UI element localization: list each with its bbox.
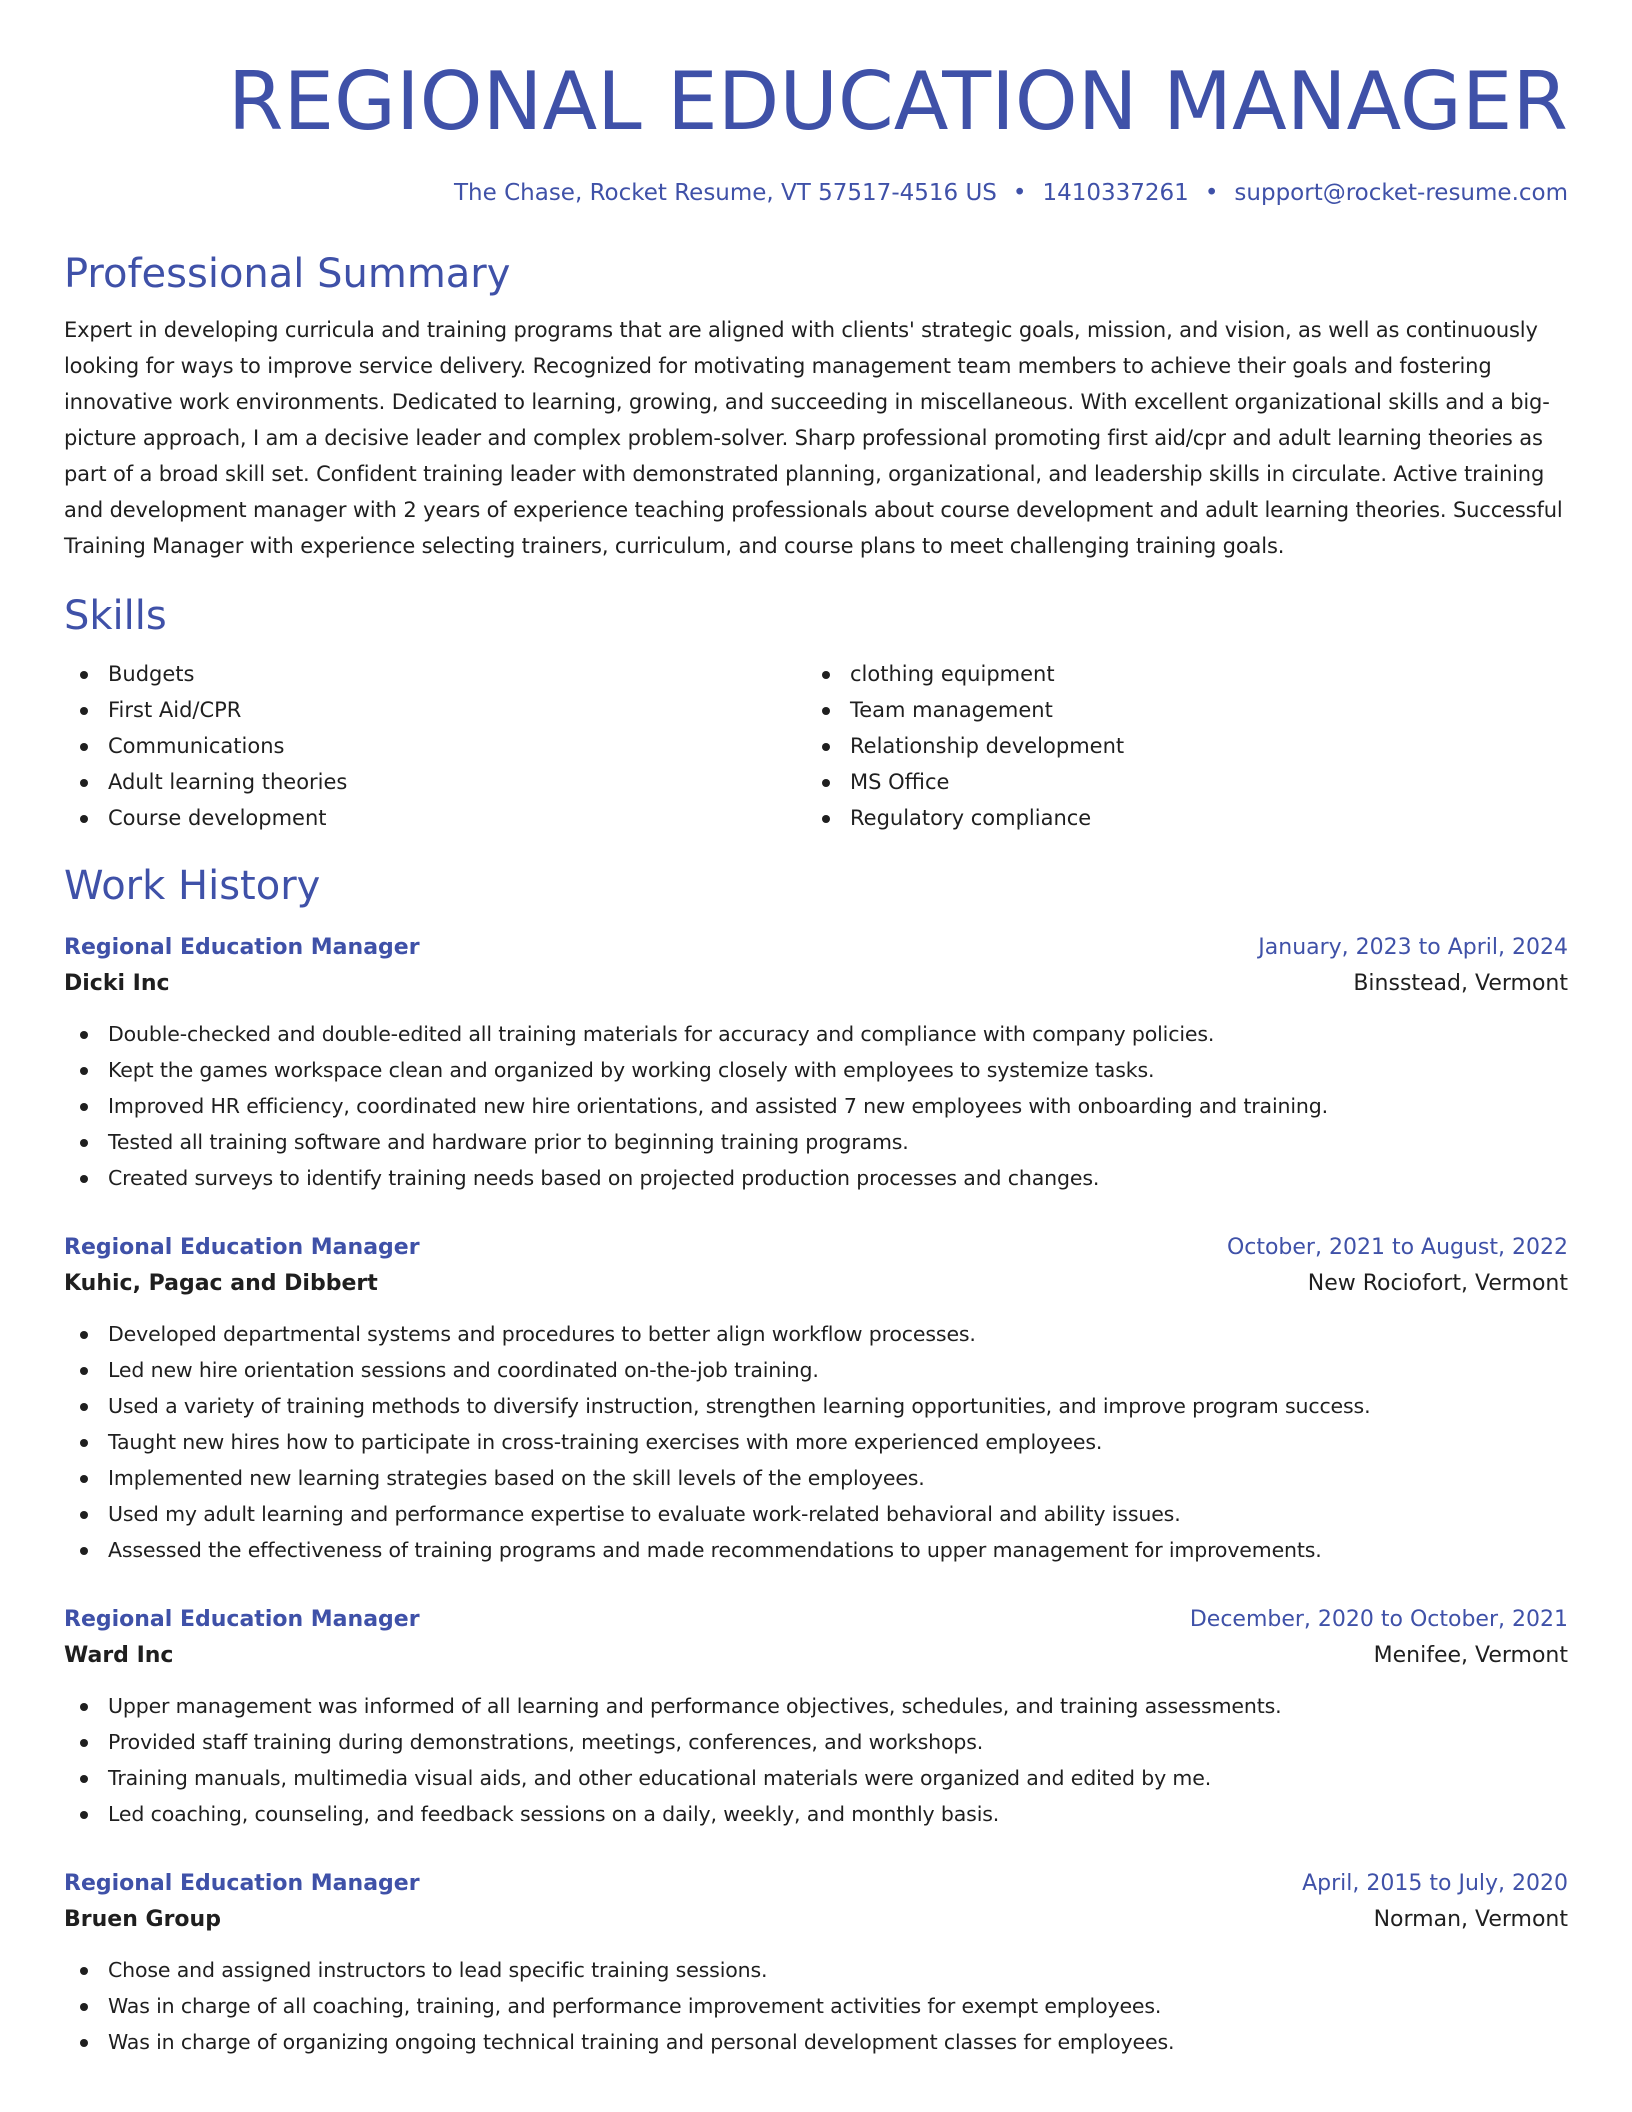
job-dates: January, 2023 to April, 2024 xyxy=(1258,935,1568,960)
job-subheader xyxy=(64,1902,1568,1938)
job-title: Regional Education Manager xyxy=(64,1607,420,1632)
skills-column-left xyxy=(64,656,806,836)
skill-item: Budgets xyxy=(64,656,806,692)
job-subheader xyxy=(64,966,1568,1002)
job-bullet: Used a variety of training methods to diversify instruction, strengthen learning opportunities, and improve program success. xyxy=(64,1388,1568,1424)
contact-address: The Chase, Rocket Resume, VT 57517-4516 US xyxy=(454,180,997,206)
job-company: Ward Inc xyxy=(64,1643,174,1668)
job-dates: April, 2015 to July, 2020 xyxy=(1302,1871,1568,1896)
contact-separator: • xyxy=(1012,180,1027,206)
job-entry xyxy=(64,1866,1568,2060)
job-bullet: Double-checked and double-edited all training materials for accuracy and compliance with company policies. xyxy=(64,1016,1568,1052)
job-bullet: Training manuals, multimedia visual aids, and other educational materials were organized and edited by me. xyxy=(64,1760,1568,1796)
skill-item: Course development xyxy=(64,800,806,836)
resume-page xyxy=(64,0,1568,2060)
job-dates: December, 2020 to October, 2021 xyxy=(1189,1607,1568,1632)
job-header xyxy=(64,930,1568,966)
job-subheader xyxy=(64,1266,1568,1302)
job-entry xyxy=(64,1602,1568,1832)
job-bullet: Provided staff training during demonstrations, meetings, conferences, and workshops. xyxy=(64,1724,1568,1760)
job-dates: October, 2021 to August, 2022 xyxy=(1226,1235,1568,1260)
job-bullet: Implemented new learning strategies based on the skill levels of the employees. xyxy=(64,1460,1568,1496)
job-bullet: Used my adult learning and performance expertise to evaluate work-related behavioral and ability issues. xyxy=(64,1496,1568,1532)
job-location: New Rociofort, Vermont xyxy=(1307,1271,1568,1296)
skills-list xyxy=(64,656,1568,836)
contact-line xyxy=(64,178,1568,208)
job-title: Regional Education Manager xyxy=(64,1871,420,1896)
job-bullet: Led new hire orientation sessions and coordinated on-the-job training. xyxy=(64,1352,1568,1388)
skill-item: First Aid/CPR xyxy=(64,692,806,728)
job-location: Norman, Vermont xyxy=(1373,1907,1568,1932)
job-bullet: Kept the games workspace clean and organized by working closely with employees to systemize tasks. xyxy=(64,1052,1568,1088)
job-location: Menifee, Vermont xyxy=(1373,1643,1568,1668)
page-title: REGIONAL EDUCATION MANAGER xyxy=(227,55,1568,148)
job-bullets xyxy=(64,1316,1568,1568)
job-bullet: Assessed the effectiveness of training programs and made recommendations to upper management for improvements. xyxy=(64,1532,1568,1568)
job-location: Binsstead, Vermont xyxy=(1353,971,1568,996)
job-bullet: Chose and assigned instructors to lead specific training sessions. xyxy=(64,1952,1568,1988)
contact-phone[interactable]: 1410337261 xyxy=(1042,180,1189,206)
job-bullet: Created surveys to identify training needs based on projected production processes and changes. xyxy=(64,1160,1568,1196)
skill-item: MS Office xyxy=(806,764,1548,800)
skills-heading: Skills xyxy=(64,593,167,639)
job-title: Regional Education Manager xyxy=(64,935,420,960)
job-bullet: Taught new hires how to participate in cross-training exercises with more experienced employees. xyxy=(64,1424,1568,1460)
skill-item: clothing equipment xyxy=(806,656,1548,692)
skill-item: Regulatory compliance xyxy=(806,800,1548,836)
job-header xyxy=(64,1866,1568,1902)
skill-item: Team management xyxy=(806,692,1548,728)
job-header xyxy=(64,1230,1568,1266)
skills-column-right xyxy=(806,656,1548,836)
contact-email[interactable]: support@rocket-resume.com xyxy=(1234,180,1568,206)
job-bullet: Upper management was informed of all learning and performance objectives, schedules, and training assessments. xyxy=(64,1688,1568,1724)
job-bullet: Developed departmental systems and procedures to better align workflow processes. xyxy=(64,1316,1568,1352)
skill-item: Relationship development xyxy=(806,728,1548,764)
job-bullets xyxy=(64,1952,1568,2060)
skill-item: Adult learning theories xyxy=(64,764,806,800)
job-bullet: Tested all training software and hardware prior to beginning training programs. xyxy=(64,1124,1568,1160)
job-title: Regional Education Manager xyxy=(64,1235,420,1260)
job-company: Dicki Inc xyxy=(64,971,170,996)
job-bullets xyxy=(64,1016,1568,1196)
summary-text: Expert in developing curricula and training programs that are aligned with clients' strategic goals, mission, and vision, as well as continuously looking for ways to improve service delivery. Recognized for motivating management team members to achieve their goals and fostering innovative work environments. Dedicated to learning, growing, and succeeding in miscellaneous. With excellent organizational skills and a big-picture approach, I am a decisive leader and complex problem-solver. Sharp professional promoting first aid/cpr and adult learning theories as part of a broad skill set. Confident training leader with demonstrated planning, organizational, and leadership skills in circulate. Active training and development manager with 2 years of experience teaching professionals about course development and adult learning theories. Successful Training Manager with experience selecting trainers, curriculum, and course plans to meet challenging training goals. xyxy=(64,318,1563,558)
job-entry xyxy=(64,930,1568,1196)
job-bullet: Led coaching, counseling, and feedback sessions on a daily, weekly, and monthly basis. xyxy=(64,1796,1568,1832)
job-company: Kuhic, Pagac and Dibbert xyxy=(64,1271,378,1296)
skill-item: Communications xyxy=(64,728,806,764)
job-company: Bruen Group xyxy=(64,1907,221,1932)
job-entry xyxy=(64,1230,1568,1568)
job-bullets xyxy=(64,1688,1568,1832)
summary-heading: Professional Summary xyxy=(64,251,511,297)
job-bullet: Was in charge of organizing ongoing technical training and personal development classes for employees. xyxy=(64,2024,1568,2060)
job-bullet: Was in charge of all coaching, training, and performance improvement activities for exempt employees. xyxy=(64,1988,1568,2024)
job-bullet: Improved HR efficiency, coordinated new hire orientations, and assisted 7 new employees with onboarding and training. xyxy=(64,1088,1568,1124)
contact-separator: • xyxy=(1204,180,1219,206)
work-history-heading: Work History xyxy=(64,863,321,909)
job-subheader xyxy=(64,1638,1568,1674)
job-header xyxy=(64,1602,1568,1638)
